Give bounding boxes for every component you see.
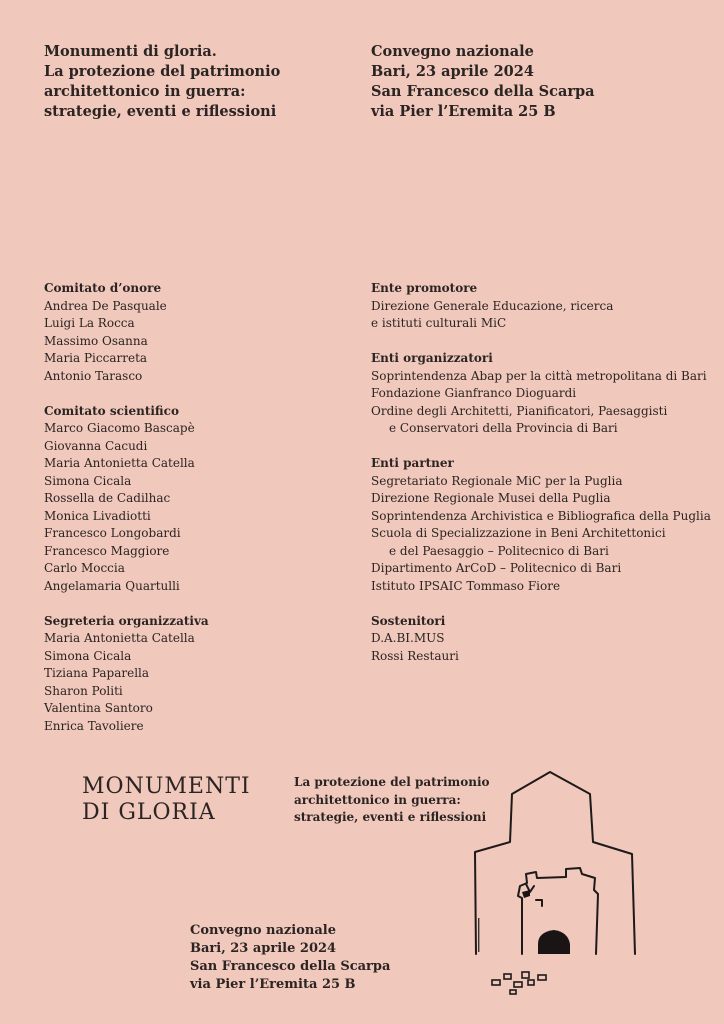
list-item: Monica Livadiotti: [44, 508, 151, 523]
list-item: Istituto IPSAIC Tommaso Fiore: [371, 578, 561, 593]
list-item: e del Paesaggio – Politecnico di Bari: [389, 543, 609, 558]
header-event-line: Convegno nazionale: [371, 43, 534, 60]
list-item: Simona Cicala: [44, 648, 132, 663]
section-title: Comitato d’onore: [44, 281, 162, 295]
list-item: Rossi Restauri: [371, 648, 459, 663]
section-title: Comitato scientifico: [44, 403, 179, 418]
list-item: Fondazione Gianfranco Dioguardi: [371, 386, 577, 400]
list-item: Direzione Generale Educazione, ricerca: [371, 298, 614, 313]
list-item: Luigi La Rocca: [44, 316, 135, 330]
list-item: Maria Antonietta Catella: [44, 456, 195, 470]
header-title-block: [44, 42, 280, 122]
promoter: [371, 280, 711, 333]
list-item: Scuola di Specializzazione in Beni Architettonici: [371, 526, 666, 540]
event-info: [190, 922, 390, 994]
main-title-line: DI GLORIA: [82, 800, 216, 825]
list-item: Direzione Regionale Musei della Puglia: [371, 491, 611, 505]
event-info-line: Bari, 23 aprile 2024: [190, 941, 337, 956]
partners: [371, 455, 711, 595]
header-event-line: via Pier l’Eremita 25 B: [371, 103, 556, 120]
list-item: Segretariato Regionale MiC per la Puglia: [371, 473, 623, 488]
section-title: Sostenitori: [371, 613, 446, 628]
list-item: Simona Cicala: [44, 473, 132, 488]
list-item: Carlo Moccia: [44, 561, 125, 575]
section-title: Enti organizzatori: [371, 351, 493, 365]
committee-honor: [44, 280, 344, 385]
list-item: Antonio Tarasco: [44, 368, 143, 383]
section-title: Segreteria organizzativa: [44, 613, 209, 628]
event-info-line: Convegno nazionale: [190, 923, 336, 938]
list-item: Tiziana Paparella: [44, 666, 150, 680]
list-item: Marco Giacomo Bascapè: [44, 421, 195, 435]
subtitle-line: La protezione del patrimonio: [294, 775, 490, 789]
section-title: Ente promotore: [371, 281, 478, 295]
list-item: Angelamaria Quartulli: [44, 578, 180, 593]
list-item: Rossella de Cadilhac: [44, 491, 171, 505]
header-title-line: architettonico in guerra:: [44, 83, 246, 100]
list-item: D.A.BI.MUS: [371, 631, 445, 645]
list-item: Andrea De Pasquale: [44, 298, 167, 313]
organizing-secretariat: [44, 613, 344, 736]
header-event-line: Bari, 23 aprile 2024: [371, 63, 534, 80]
section-title: Enti partner: [371, 456, 454, 470]
list-item: Sharon Politi: [44, 683, 123, 698]
subtitle-line: strategie, eventi e riflessioni: [294, 810, 487, 824]
list-item: Massimo Osanna: [44, 333, 148, 348]
list-item: Soprintendenza Archivistica e Bibliografica della Puglia: [371, 508, 711, 523]
committees-column: [44, 280, 344, 753]
header-event-block: [371, 42, 595, 122]
list-item: Dipartimento ArCoD – Politecnico di Bari: [371, 561, 622, 575]
header-title-line: La protezione del patrimonio: [44, 63, 281, 80]
committee-scientific: [44, 403, 344, 596]
header-title-line: Monumenti di gloria.: [44, 43, 217, 60]
list-item: Maria Piccarreta: [44, 351, 148, 365]
organizers: [371, 350, 711, 438]
list-item: Valentina Santoro: [44, 701, 153, 715]
subtitle-line: architettonico in guerra:: [294, 792, 461, 807]
list-item: Giovanna Cacudi: [44, 438, 148, 453]
list-item: Maria Antonietta Catella: [44, 631, 195, 645]
sponsors: [371, 613, 711, 666]
list-item: e istituti culturali MiC: [371, 316, 507, 330]
institutions-column: [371, 280, 711, 683]
event-info-line: San Francesco della Scarpa: [190, 959, 391, 974]
list-item: Francesco Longobardi: [44, 526, 181, 540]
header-event-line: San Francesco della Scarpa: [371, 83, 595, 100]
main-title: [82, 774, 251, 826]
list-item: Enrica Tavoliere: [44, 718, 144, 733]
header-title-line: strategie, eventi e riflessioni: [44, 103, 277, 120]
main-title-line: MONUMENTI: [82, 774, 251, 799]
event-info-line: via Pier l’Eremita 25 B: [190, 977, 356, 992]
list-item: Francesco Maggiore: [44, 543, 170, 558]
list-item: Soprintendenza Abap per la città metropolitana di Bari: [371, 368, 707, 383]
subtitle: [294, 774, 490, 827]
list-item: e Conservatori della Provincia di Bari: [389, 421, 618, 435]
building-sketch-icon: [470, 768, 640, 1000]
list-item: Ordine degli Architetti, Pianificatori, Paesaggisti: [371, 403, 668, 418]
